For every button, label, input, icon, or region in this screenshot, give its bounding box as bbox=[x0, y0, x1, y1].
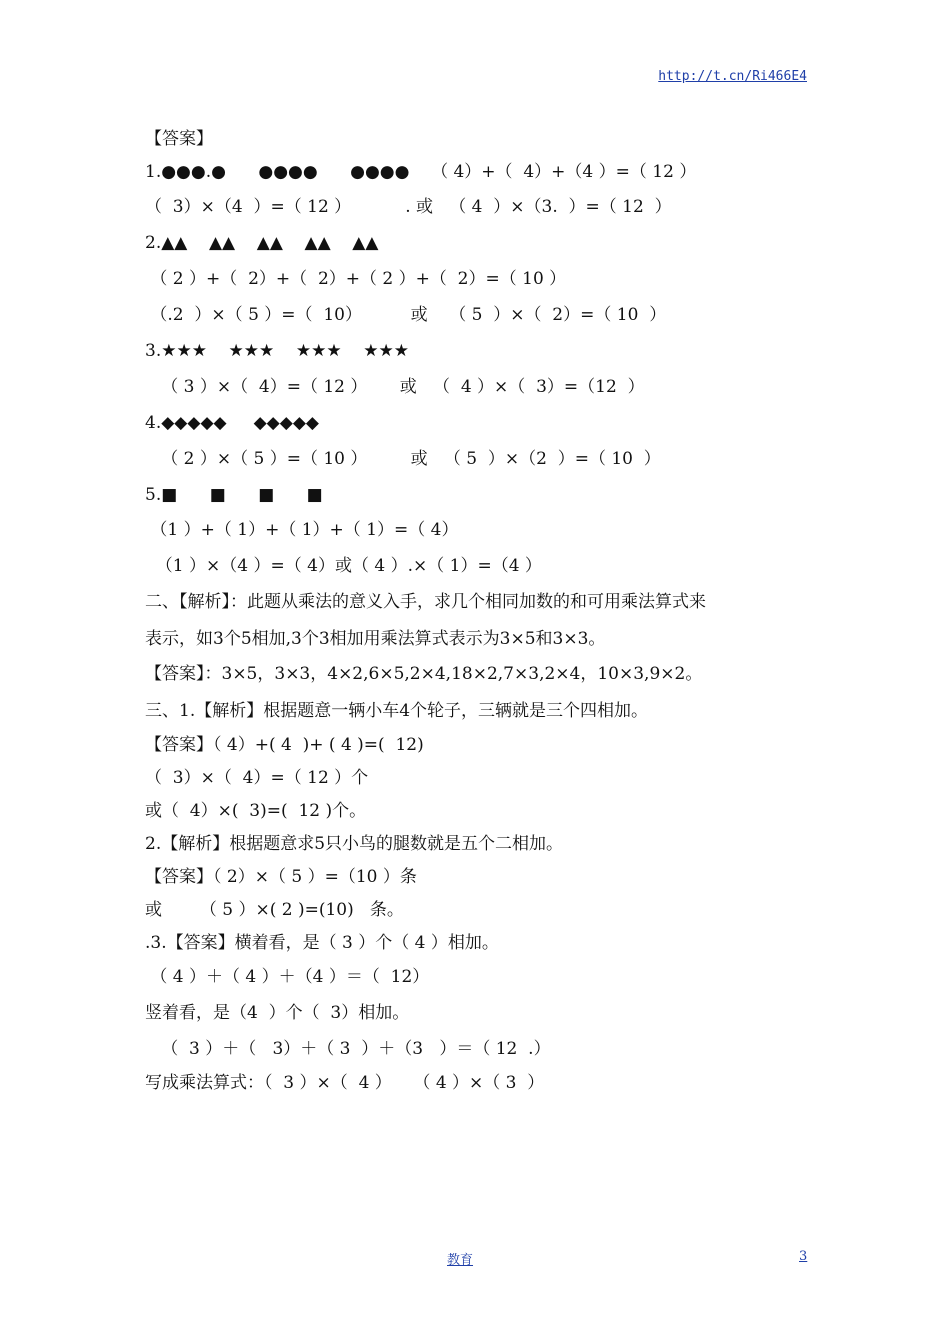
text-line: 【答案】（ 2）×（ 5 ）=（10 ）条 bbox=[145, 867, 417, 887]
text-line: （ 2 ）×（ 5 ）=（ 10 ） 或 （ 5 ）×（2 ）=（ 10 ） bbox=[145, 449, 661, 469]
header-url-link[interactable]: http://t.cn/Ri466E4 bbox=[658, 69, 807, 84]
text-line: 1.●●●.● ●●●● ●●●● （ 4）+（ 4）+（4 ）=（ 12 ） bbox=[145, 162, 697, 182]
text-line: （ 3 ）×（ 4）=（ 12 ） 或 （ 4 ）×（ 3）=（12 ） bbox=[145, 377, 645, 397]
text-line: （1 ）×（4 ）=（ 4）或（ 4 ）.×（ 1）=（4 ） bbox=[145, 556, 542, 576]
text-line: 2.【解析】根据题意求5只小鸟的腿数就是五个二相加。 bbox=[145, 834, 564, 854]
text-line: 2.▲▲ ▲▲ ▲▲ ▲▲ ▲▲ bbox=[145, 233, 379, 253]
text-line: （ 3 ）＋（ 3）＋（ 3 ）＋（3 ）＝（ 12 .） bbox=[145, 1039, 551, 1059]
text-line: 或（ 4）×( 3)=( 12 )个。 bbox=[145, 801, 367, 821]
footer-link[interactable]: 教育 bbox=[447, 1253, 474, 1268]
text-line: 4.◆◆◆◆◆ ◆◆◆◆◆ bbox=[145, 413, 319, 433]
text-line: 表示，如3个5相加,3个3相加用乘法算式表示为3×5和3×3。 bbox=[145, 629, 606, 649]
text-line: 竖着看，是（4 ）个（ 3）相加。 bbox=[145, 1003, 410, 1023]
text-line: 【答案】：3×5，3×3，4×2,6×5,2×4,18×2,7×3,2×4，10×3,9×2。 bbox=[145, 664, 703, 684]
text-line: （ 3）×（ 4）=（ 12 ）个 bbox=[145, 768, 369, 788]
text-line: （ 2 ）+（ 2）+（ 2）+（ 2 ）+（ 2）=（ 10 ） bbox=[145, 269, 567, 289]
text-line: （ 3）×（4 ）=（ 12 ） . 或 （ 4 ）×（3. ）=（ 12 ） bbox=[145, 197, 672, 217]
text-line: （ 4 ）＋（ 4 ）＋（4 ）＝（ 12） bbox=[145, 967, 430, 987]
text-line: 三、1.【解析】根据题意一辆小车4个轮子，三辆就是三个四相加。 bbox=[145, 701, 649, 721]
text-line: 5.■ ■ ■ ■ bbox=[145, 485, 323, 505]
text-line: 【答案】（ 4）+( 4 )+ ( 4 )=( 12) bbox=[145, 735, 424, 755]
text-line: 或 （ 5 ）×( 2 )=(10) 条。 bbox=[145, 900, 404, 920]
text-line: .3.【答案】横着看，是（ 3 ）个（ 4 ）相加。 bbox=[145, 933, 499, 953]
page-number[interactable]: 3 bbox=[799, 1249, 808, 1264]
text-line: （.2 ）×（ 5 ）=（ 10） 或 （ 5 ）×（ 2）=（ 10 ） bbox=[145, 305, 667, 325]
text-line: 3.★★★ ★★★ ★★★ ★★★ bbox=[145, 341, 409, 361]
text-line: 【答案】 bbox=[145, 129, 213, 149]
text-line: 二、【解析】：此题从乘法的意义入手，求几个相同加数的和可用乘法算式来 bbox=[145, 592, 706, 612]
text-line: （1 ）+（ 1）+（ 1）+（ 1）=（ 4） bbox=[145, 520, 459, 540]
text-line: 写成乘法算式：（ 3 ）×（ 4 ） （ 4 ）×（ 3 ） bbox=[145, 1073, 545, 1093]
